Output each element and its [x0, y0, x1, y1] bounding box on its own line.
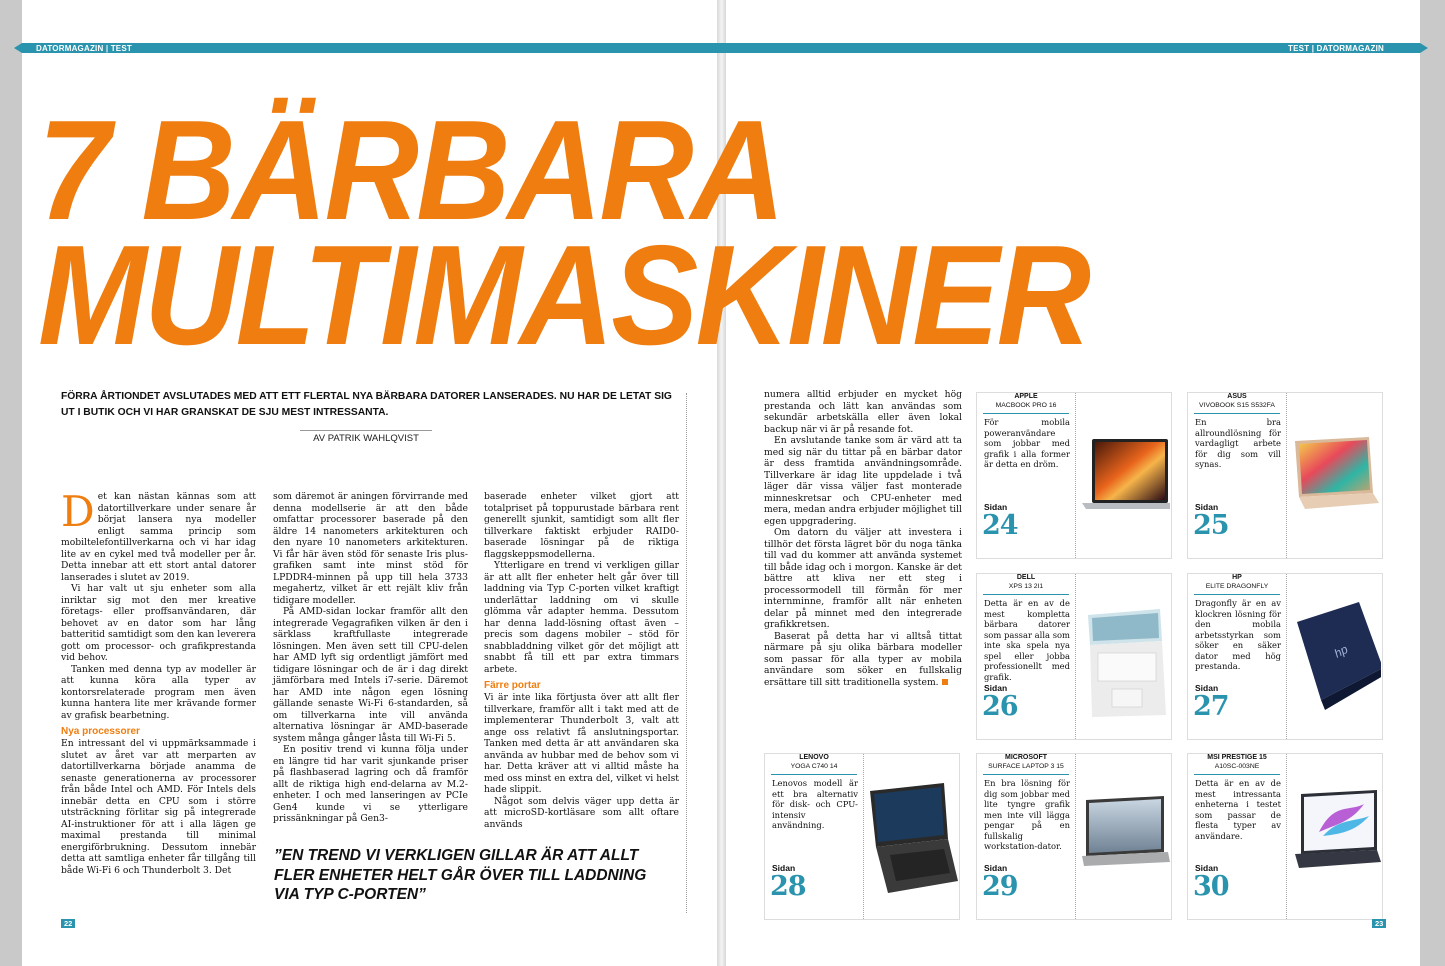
- card-page-number: 25: [1193, 510, 1229, 541]
- paragraph: Om datorn du väljer att investera i tillhör det första lägret bör du noga tänka till vad du kommer att använda systemet till både idag och i morgon. Kanske är det bättre att kliva ner ett steg i processormodell till förmån för mer internminne, framför allt när enheten delar på minnet med den integrerade grafikkretsen.: [764, 527, 962, 630]
- card-model: A10SC-003NE: [1214, 763, 1260, 770]
- subheading-nya-processorer: Nya processorer: [61, 726, 140, 737]
- laptop-image-msi: [1287, 754, 1382, 919]
- card-info: [1188, 754, 1287, 919]
- paragraph: numera alltid erbjuder en mycket hög prestanda och lätt kan användas som sekundär arbetskälla eller även lokal backup när vi är på resande fot.: [764, 389, 962, 435]
- product-card-microsoft: [976, 753, 1172, 920]
- card-page-number: 24: [982, 510, 1018, 541]
- card-divider: [983, 413, 1069, 414]
- card-description: En bra allroundlösning för vardagligt arbete för dig som vill synas.: [1195, 417, 1281, 469]
- byline: AV PATRIK WAHLQVIST: [300, 430, 432, 444]
- laptop-image-dragonfly: [1287, 574, 1382, 739]
- paragraph: baserade enheter vilket gjort att totalpriset på toppurustade bärbara rent generellt sjunkit, samtidigt som allt fler tillverkare faktiskt erbjuder RAID0-baserade lösningar på de riktiga flaggskeppsmodellerna.: [484, 491, 679, 560]
- section-bar: [22, 43, 1420, 53]
- page-number-right: 23: [1372, 919, 1386, 928]
- card-divider: [1194, 594, 1280, 595]
- product-card-apple: [976, 392, 1172, 559]
- column-rule: [686, 393, 687, 913]
- product-card-asus: [1187, 392, 1383, 559]
- laptop-image-yoga: [864, 754, 959, 919]
- paragraph: Vi har valt ut sju enheter som alla inriktar sig mot den mer kreative företags- eller proffsanvändaren, där behovet av en dator som har lång batteritid samtidigt som den kan leverera gott om processor- och grafikprestanda vid behov.: [61, 583, 256, 663]
- pull-quote: ”EN TREND VI VERKLIGEN GILLAR ÄR ATT ALLT FLER ENHETER HELT GÅR ÖVER TILL LADDNING VIA TYP C-PORTEN”: [274, 847, 647, 903]
- card-page-label: Sidan: [772, 863, 796, 873]
- page-number-left: 22: [61, 919, 75, 928]
- laptop-image-vivobook: [1287, 393, 1382, 558]
- card-info: [1188, 393, 1287, 558]
- closing-paragraph: Baserat på detta har vi alltså tittat närmare på sju olika bärbara modeller som passar för alla typer av mobila användare som söker en fullskalig ersättare till sitt traditionella system.: [764, 630, 962, 688]
- card-page-label: Sidan: [1195, 863, 1219, 873]
- end-mark-icon: [942, 679, 948, 685]
- card-page-number: 26: [982, 691, 1018, 722]
- product-card-hp: [1187, 573, 1383, 740]
- card-page-number: 27: [1193, 691, 1229, 722]
- card-page-label: Sidan: [984, 502, 1008, 512]
- card-brand: MICROSOFT: [1005, 754, 1047, 761]
- paragraph: Vi är inte lika förtjusta över att allt fler tillverkare, framför allt i takt med att de implementerar Thunderbolt 3, valt att ange oss relativt få anslutningsportar. Tanken med detta är att användaren ska använda av hubbar med de behov som vi har. Detta kräver att vi alltid måste ha med oss minst en extra del, vilket vi helst hade slippit.: [484, 692, 679, 795]
- card-brand: DELL: [1016, 574, 1036, 581]
- card-brand: ASUS: [1227, 393, 1247, 400]
- intro-text: FÖRRA ÅRTIONDET AVSLUTADES MED ATT ETT FLERTAL NYA BÄRBARA DATORER LANSERADES. NU HAR DE LETAT SIG UT I BUTIK OCH VI HAR GRANSKAT DE SJU MEST INTRESSANTA.: [61, 391, 672, 418]
- card-info: [1188, 574, 1287, 739]
- paragraph: Ytterligare en trend vi verkligen gillar är att allt fler enheter helt går över till laddning via Typ C-porten vilket kraftigt underlättar laddning om vi skulle glömma vår adapter hemma. Dessutom har denna ladd-lösning oftast även – precis som dagens mobiler – stöd för snabbladdning vilket gör det möjligt att snabbt få till ett par extra timmars arbete.: [484, 560, 679, 675]
- article-column-3: [484, 491, 679, 830]
- card-model: YOGA C740 14: [790, 763, 838, 770]
- card-page-label: Sidan: [984, 863, 1008, 873]
- card-description: Lenovos modell är ett bra alternativ för disk- och CPU-intensiv användning.: [772, 778, 858, 830]
- card-description: För mobila poweranvändare som jobbar med grafik i alla former är detta en dröm.: [984, 417, 1070, 469]
- card-divider: [771, 774, 857, 775]
- product-card-msi: [1187, 753, 1383, 920]
- card-brand: LENOVO: [799, 754, 829, 761]
- card-model: XPS 13 2I1: [1008, 583, 1044, 590]
- card-model: ELITE DRAGONFLY: [1205, 583, 1269, 590]
- card-page-label: Sidan: [984, 683, 1008, 693]
- card-page-label: Sidan: [1195, 502, 1219, 512]
- card-divider: [1194, 774, 1280, 775]
- article-column-4: [764, 389, 962, 688]
- product-card-lenovo: [764, 753, 960, 920]
- paragraph: En positiv trend vi kunna följa under en längre tid har varit sjunkande priser på flashbaserad lagring och då framför allt de riktiga high end-delarna av M.2-enheter. I och med lanseringen av PCIe Gen4 kunde vi se ytterligare prissänkningar på Gen3-: [273, 744, 468, 824]
- card-brand: APPLE: [1014, 393, 1038, 400]
- paragraph: Tanken med denna typ av modeller är att kunna köra alla typer av kontorsrelaterade program men även kunna hantera lite mer krävande former av grafisk bearbetning.: [61, 663, 256, 721]
- card-description: Dragonfly är en av klockren lösning för den mobila arbetsstyrkan som söker en säker dator med hög prestanda.: [1195, 598, 1281, 671]
- bar-left-arrow: [14, 43, 22, 53]
- paragraph: et kan nästan kännas som att datortillverkare under senare år börjat lansera nya modeller enligt samma princip som mobiltelefontillverkarna och vi har idag lite av en cykel med två modeller per år. Detta innebar att ett stort antal datorer lanserades i slutet av 2019.: [61, 491, 256, 583]
- svg-text:hp: hp: [1331, 641, 1350, 661]
- card-page-number: 29: [982, 871, 1018, 902]
- article-column-1: [61, 487, 256, 876]
- article-column-2: [273, 491, 468, 825]
- card-model: MACBOOK PRO 16: [995, 402, 1057, 409]
- card-divider: [983, 594, 1069, 595]
- card-divider: [1194, 413, 1280, 414]
- paragraph: Något som delvis väger upp detta är att microSD-kortläsare som allt oftare används: [484, 795, 679, 830]
- paragraph: som däremot är aningen förvirrande med denna modellserie är att den både omfattar processorer baserade på den äldre 14 nanometers arkitekturen och den nyare 10 nanometers arkitekturen. Vi får här även stöd för senaste Iris plus-grafiken samt inte minst stöd för LPDDR4-minnen på upp till hela 3733 megahertz, vilket är ett rejält kliv från tidigare modeller.: [273, 491, 468, 606]
- headline-line-2: MULTIMASKINER: [38, 216, 1089, 375]
- section-label-right: TEST | DATORMAGAZIN: [1288, 44, 1384, 53]
- card-divider: [983, 774, 1069, 775]
- laptop-image-macbook: [1076, 393, 1171, 558]
- card-page-label: Sidan: [1195, 683, 1219, 693]
- laptop-image-surface: [1076, 754, 1171, 919]
- card-page-number: 28: [770, 871, 806, 902]
- paragraph: [764, 631, 962, 689]
- paragraph: En intressant del vi uppmärksammade i slutet av året var att merparten av datortillverkarna började anamma de senaste generationerna av processorer från både Intel och AMD. För Intels dels innebär detta en CPU som i större utsträckning förlitar sig på integrerade AI-instruktioner för att i alla lägen ge maximal prestanda till minimal energiförbrukning. Dessutom innebär detta att samtliga enheter får tillgång till både Wi-Fi 6 och Thunderbolt 3. Det: [61, 738, 256, 876]
- card-info: [977, 574, 1076, 739]
- dropcap: D: [61, 487, 95, 536]
- subheading-farre-portar: Färre portar: [484, 680, 541, 691]
- card-info: [977, 754, 1076, 919]
- card-description: Detta är en av de mest kompletta bärbara datorer som passar alla som inte ska spela nya spel eller jobba professionellt med grafik.: [984, 598, 1070, 682]
- card-description: Detta är en av de mest intressanta enheterna i testet som passar de flesta typer av användare.: [1195, 778, 1281, 841]
- headline-line-1: 7 BÄRBARA: [38, 91, 783, 250]
- card-brand: HP: [1232, 574, 1242, 581]
- paragraph: En avslutande tanke som är värd att ta med sig när du tittar på en bärbar dator är dess framtida användningsområde. Tillverkare är idag lite uppdelade i två läger där vissa väljer fast monterade minneskretsar och CPU-enheter med mera, medan andra erbjuder möjlighet till egen uppgradering.: [764, 435, 962, 527]
- card-info: [977, 393, 1076, 558]
- card-model: VIVOBOOK S15 S532FA: [1199, 402, 1275, 409]
- section-label-left: DATORMAGAZIN | TEST: [36, 44, 132, 53]
- card-description: En bra lösning för dig som jobbar med lite tyngre grafik men inte vill lägga pengar på en fullskalig workstation-dator.: [984, 778, 1070, 851]
- card-page-number: 30: [1193, 871, 1229, 902]
- laptop-image-xps: [1076, 574, 1171, 739]
- paragraph: På AMD-sidan lockar framför allt den integrerade Vegagrafiken vilken är den i särklass kraftfullaste integrerade lösningen. Men även sett till CPU-delen har AMD lyft sig ordentligt jämfört med tidigare lösningar och de är i dag direkt jämförbara med Intels i7-serie. Däremot har AMD inte någon egen lösning gällande senaste Wi-Fi 6-standarden, så om tillverkarna inte vill använda alternativa lösningar är AMD-baserade system många gånger låsta till Wi-Fi 5.: [273, 606, 468, 744]
- card-model: SURFACE LAPTOP 3 15: [988, 763, 1064, 770]
- card-info: [765, 754, 864, 919]
- bar-right-arrow: [1420, 43, 1428, 53]
- card-brand: MSI PRESTIGE 15: [1207, 754, 1267, 761]
- product-card-dell: [976, 573, 1172, 740]
